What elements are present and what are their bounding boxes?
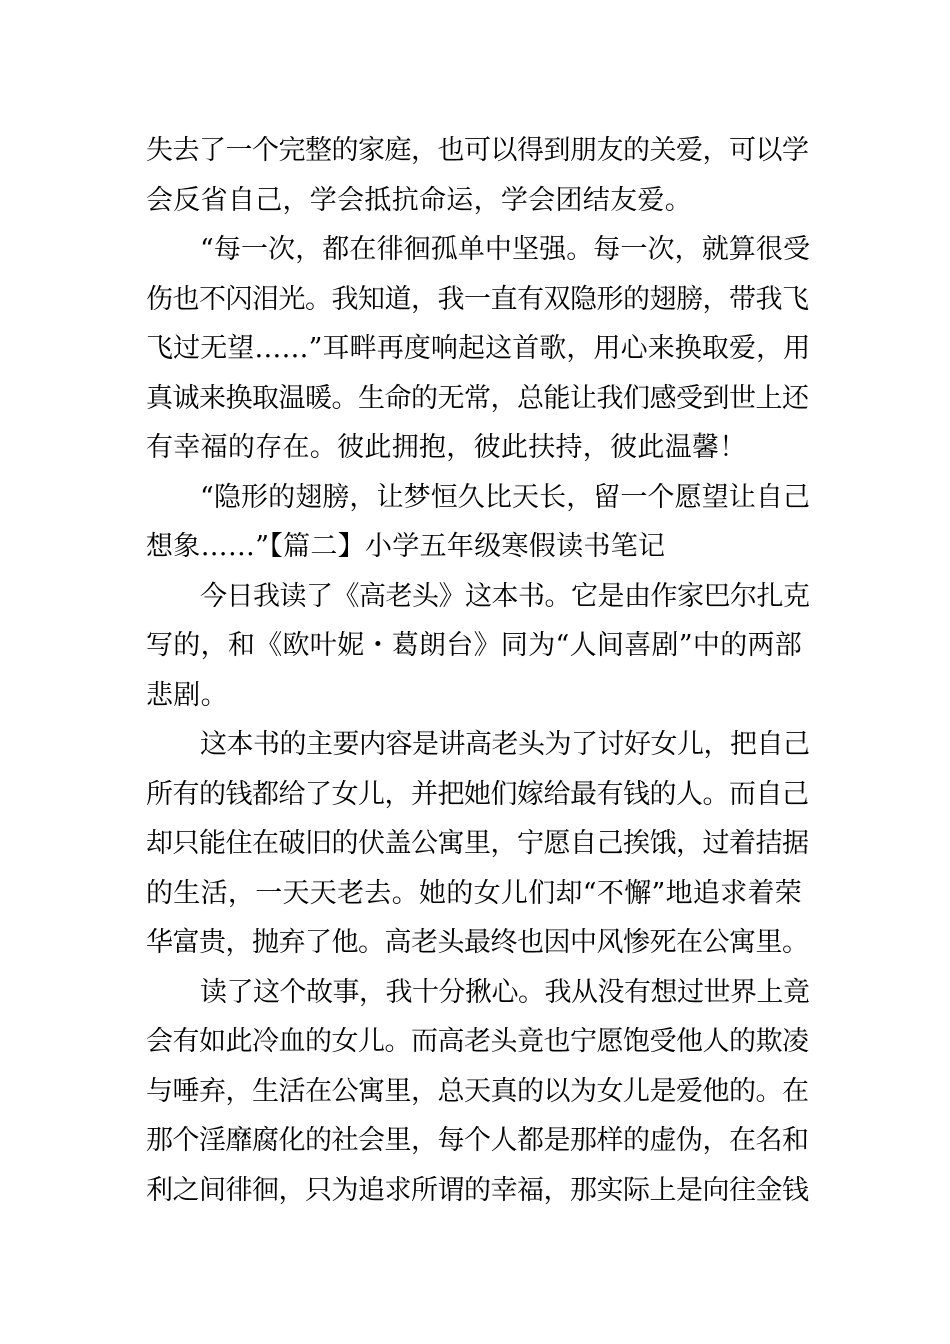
text-line: 那个淫靡腐化的社会里，每个人都是那样的虚伪，在名和 [146, 1125, 809, 1156]
text-line: 今日我读了《高老头》这本书。它是由作家巴尔扎克 [200, 580, 810, 612]
text-line: 所有的钱都给了女儿，并把她们嫁给最有钱的人。而自己 [146, 778, 809, 810]
text-line: 的生活，一天天老去。她的女儿们却“不懈”地追求着荣 [146, 877, 803, 909]
text-line: 真诚来换取温暖。生命的无常，总能让我们感受到世上还 [146, 382, 809, 414]
text-line: “每一次，都在徘徊孤单中坚强。每一次，就算很受 [200, 234, 811, 265]
text-line: 读了这个故事，我十分揪心。我从没有想过世界上竟 [200, 976, 810, 1008]
text-line: 写的，和《欧叶妮・葛朗台》同为“人间喜剧”中的两部 [146, 630, 803, 661]
text-line: 悲剧。 [146, 679, 228, 711]
text-line: 会有如此冷血的女儿。而高老头竟也宁愿饱受他人的欺凌 [146, 1026, 809, 1057]
text-line: “隐形的翅膀，让梦恒久比天长，留一个愿望让自己 [200, 481, 811, 513]
text-line: 华富贵，抛弃了他。高老头最终也因中风惨死在公寓里。 [146, 927, 809, 958]
text-line: 却只能住在破旧的伏盖公寓里，宁愿自己挨饿，过着拮据 [146, 828, 809, 859]
text-line: 伤也不闪泪光。我知道，我一直有双隐形的翅膀，带我飞 [146, 283, 809, 315]
text-line: 与唾弃，生活在公寓里，总天真的以为女儿是爱他的。在 [146, 1075, 809, 1107]
text-line: 这本书的主要内容是讲高老头为了讨好女儿，把自己 [200, 729, 810, 760]
text-line: 利之间徘徊，只为追求所谓的幸福，那实际上是向往金钱 [146, 1174, 809, 1206]
document-body [146, 126, 810, 1215]
text-line: 想象……”【篇二】小学五年级寒假读书笔记 [146, 531, 666, 562]
text-line: 失去了一个完整的家庭，也可以得到朋友的关爱，可以学 [146, 135, 809, 166]
text-line: 会反省自己，学会抵抗命运，学会团结友爱。 [146, 184, 692, 216]
text-line: 飞过无望……”耳畔再度响起这首歌，用心来换取爱，用 [146, 333, 811, 364]
text-line: 有幸福的存在。彼此拥抱，彼此扶持，彼此温馨！ [146, 432, 747, 463]
